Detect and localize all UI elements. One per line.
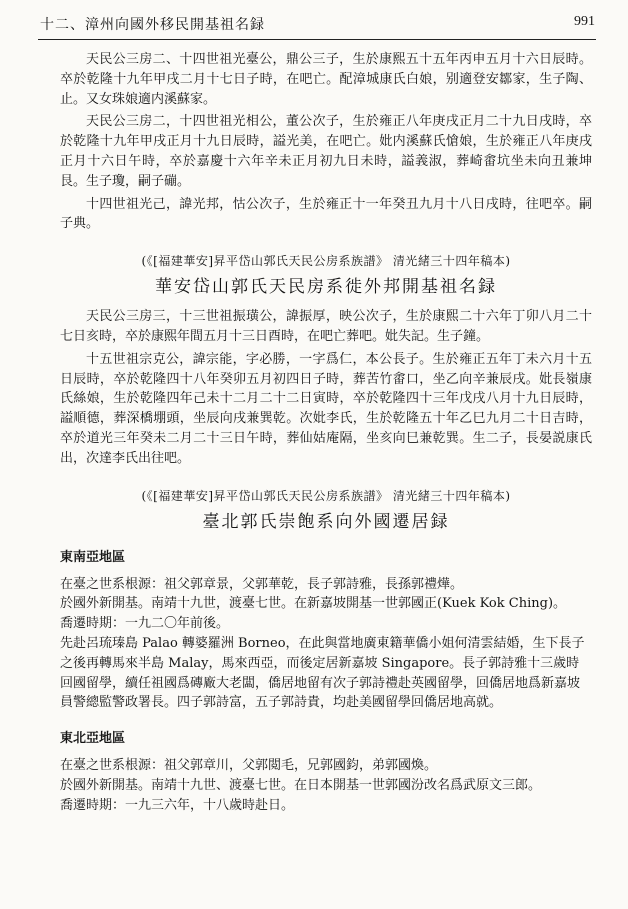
info-line: 喬遷時期：一九三六年，十八歲時赴日。 xyxy=(60,797,295,813)
info-paragraph: 先赴呂琉瑧島 Palao 轉婆羅洲 Borneo，在此與當地廣東籍華僑小姐何清雲結婚，生下長子之後再轉馬來半島 Malay，馬來西亞，而後定居新嘉坡 Singapore。長子郭詩雅十三歲時回國留學，續任祖國爲磚廠大老闆，僑居地留有次子郭詩禮赴英國留學，回僑居地爲新嘉坡員警總監警政署長。四子郭詩富，五子郭詩貴，均赴美國留學回僑居地高就。 xyxy=(60,635,585,711)
info-line: 在臺之世系根源：祖父郭章景，父郭華乾，長子郭詩雅，長孫郭禮燁。 xyxy=(60,576,464,592)
region-heading: 東北亞地區 xyxy=(60,731,126,747)
info-line: 喬遷時期：一九二〇年前後。 xyxy=(60,616,230,632)
info-line: 於國外新開基。南靖十九世、渡臺七世。在日本開基一世郭國汾改名爲武原文三郎。 xyxy=(60,777,542,793)
region-heading: 東南亞地區 xyxy=(60,549,126,565)
page-body xyxy=(60,50,592,816)
section-title: 臺北郭氏崇飽系向外國遷居録 xyxy=(202,511,450,532)
header-rule xyxy=(38,39,596,40)
paragraph: 天民公三房二，十四世祖光相公，董公次子，生於雍正八年庚戌正月二十九日戌時，卒於乾隆十九年甲戌正月十九日辰時，謚光美，在吧亡。妣内溪蘇氏愴娘，生於雍正八年庚戌正月十六日午時，卒於嘉慶十六年辛未正月初九日未時，謚義淑，葬崎畬坑坐未向丑兼坤艮。生子瓊，嗣子磞。 xyxy=(60,114,592,189)
section-title: 華安岱山郭氏天民房系徙外邦開基祖名録 xyxy=(155,277,497,298)
source-citation: (《[福建華安]昇平岱山郭氏天民公房系族譜》 清光緒三十四年稿本) xyxy=(141,488,511,503)
info-line: 在臺之世系根源：祖父郭章川，父郭閲毛，兄郭國鈞，弟郭國煥。 xyxy=(60,758,438,774)
paragraph: 十五世祖宗克公，諱宗能，字必勝，一字爲仁，本公長子。生於雍正五年丁未六月十五日辰時，卒於乾隆四十八年癸卯五月初四日子時，葬苦竹畬口，坐乙向辛兼辰戌。妣長嶺康氏絲娘，生於乾隆四年己未十二月二十二日寅時，卒於乾隆四十三年戊戌八月十九日辰時，謚順德，葬深橋堋頭，坐辰向戌兼巽乾。次妣李氏，生於乾隆五十年乙巳九月二十日吉時，卒於道光三年癸未二月二十三日午時，葬仙姑庵隔，坐亥向巳兼乾巽。生二子，長晏説康氏出，次達李氏出往吧。 xyxy=(60,351,592,466)
page-header xyxy=(40,14,595,36)
paragraph: 天民公三房二、十四世祖光臺公，鼎公三子，生於康熙五十五年丙申五月十六日辰時。卒於乾隆十九年甲戌二月十七日子時，在吧亡。配漳城康氏白娘，别適登安鄒家，生子陶、止。又女珠娘適内溪蘇家。 xyxy=(60,52,592,107)
page-number: 991 xyxy=(574,14,595,29)
paragraph: 天民公三房三，十三世祖振璜公，諱振厚，映公次子，生於康熙二十六年丁卯八月二十七日亥時，卒於康熙年間五月十三日酉時，在吧亡葬吧。妣失記。生子鐘。 xyxy=(60,309,592,344)
info-line: 於國外新開基。南靖十九世，渡臺七世。在新嘉坡開基一世郭國正(Kuek Kok Ching)。 xyxy=(60,596,567,612)
source-citation: (《[福建華安]昇平岱山郭氏天民公房系族譜》 清光緒三十四年稿本) xyxy=(141,254,511,269)
running-title: 十二、漳州向國外移民開基祖名録 xyxy=(40,17,265,33)
paragraph: 十四世祖光己，諱光邦，怙公次子，生於雍正十一年癸丑九月十八日戌時，往吧卒。嗣子典。 xyxy=(60,196,592,232)
